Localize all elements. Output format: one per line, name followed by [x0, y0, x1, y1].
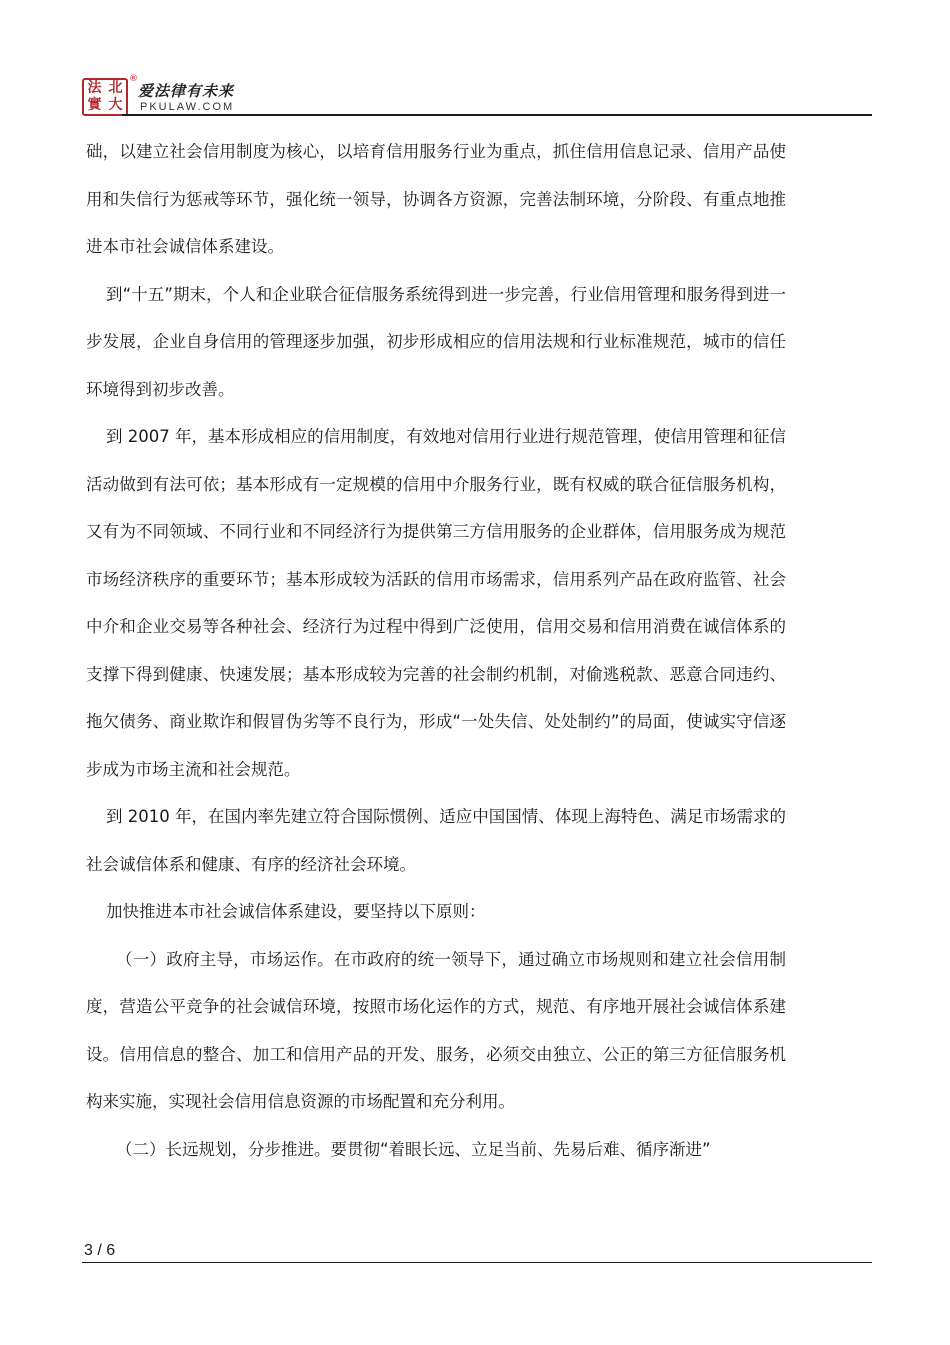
logo-char: 北	[108, 80, 123, 96]
logo-char: 法	[87, 80, 102, 96]
page-number: 3 / 6	[84, 1242, 116, 1259]
logo-char: 大	[108, 97, 123, 113]
paragraph: 到 2010 年，在国内率先建立符合国际惯例、适应中国国情、体现上海特色、满足市场需求的社会诚信体系和健康、有序的经济社会环境。	[86, 807, 786, 874]
registered-mark: ®	[129, 74, 138, 84]
logo-char: 實	[87, 97, 102, 113]
paragraph: （一）政府主导，市场运作。在市政府的统一领导下，通过确立市场规则和建立社会信用制度，营造公平竞争的社会诚信环境，按照市场化运作的方式，规范、有序地开展社会诚信体系建设。信用信息的整合、加工和信用产品的开发、服务，必须交由独立、公正的第三方征信服务机构来实施，实现社会信用信息资源的市场配置和充分利用。	[86, 949, 786, 1111]
header-site-url: PKULAW.COM	[140, 101, 235, 113]
paragraph: 础，以建立社会信用制度为核心，以培育信用服务行业为重点，抓住信用信息记录、信用产品使用和失信行为惩戒等环节，强化统一领导，协调各方资源，完善法制环境，分阶段、有重点地推进本市社会诚信体系建设。	[86, 142, 786, 256]
paragraph: （二）长远规划，分步推进。要贯彻“着眼长远、立足当前、先易后难、循序渐进”	[116, 1139, 711, 1159]
page-header	[82, 76, 872, 120]
paragraph: 到“十五”期末，个人和企业联合征信服务系统得到进一步完善，行业信用管理和服务得到进一步发展，企业自身信用的管理逐步加强，初步形成相应的信用法规和行业标准规范，城市的信任环境得到初步改善。	[86, 284, 786, 399]
document-body	[86, 128, 786, 1173]
pkulaw-logo	[82, 78, 128, 116]
paragraph: 加快推进本市社会诚信体系建设，要坚持以下原则：	[106, 902, 486, 921]
footer-divider	[82, 1262, 872, 1263]
header-slogan: 爱法律有未来	[138, 82, 235, 100]
paragraph: 到 2007 年，基本形成相应的信用制度，有效地对信用行业进行规范管理，使信用管理和征信活动做到有法可依；基本形成有一定规模的信用中介服务行业，既有权威的联合征信服务机构，又有为不同领域、不同行业和不同经济行为提供第三方信用服务的企业群体，信用服务成为规范市场经济秩序的重要环节；基本形成较为活跃的信用市场需求，信用系列产品在政府监管、社会中介和企业交易等各种社会、经济行为过程中得到广泛使用，信用交易和信用消费在诚信体系的支撑下得到健康、快速发展；基本形成较为完善的社会制约机制，对偷逃税款、恶意合同违约、拖欠债务、商业欺诈和假冒伪劣等不良行为，形成“一处失信、处处制约”的局面，使诚实守信逐步成为市场主流和社会规范。	[86, 427, 786, 779]
header-divider	[122, 114, 872, 116]
